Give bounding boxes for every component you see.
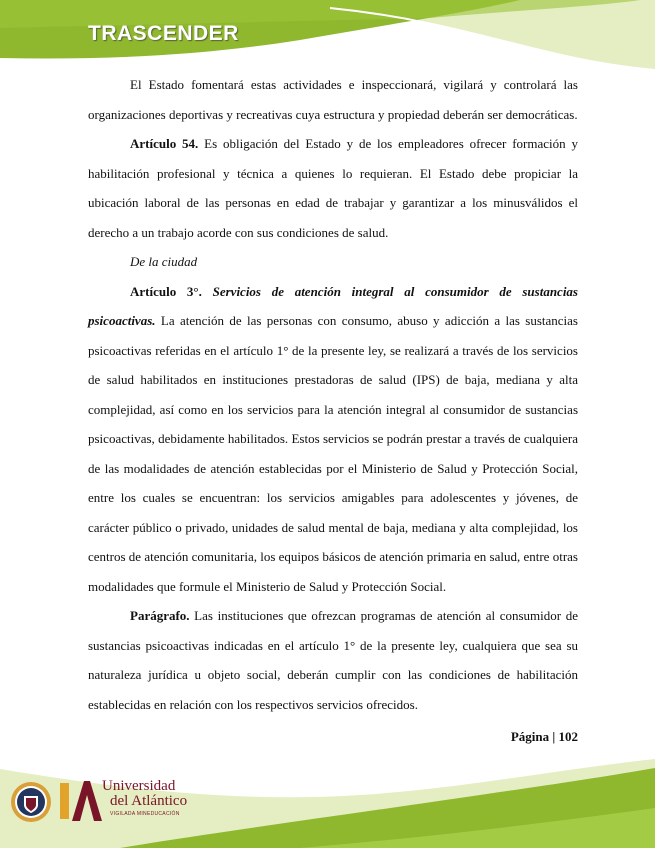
paragraph-text: La atención de las personas con consumo, abuso y adicción a las sustancias psicoactivas referidas en el artículo 1° de la presente ley, se realizará a través de los servicios de salud habilitados en instituciones prestadoras de salud (IPS) de baja, mediana y alta complejidad, así como en los servicios para la atención integral al consumidor de sustancias psicoactivas, debidamente habilitados. Estos servicios se podrán prestar a través de cualquiera de las modalidades de atención establecidas por el Ministerio de Salud y Protección Social, entre los cuales se encuentran: los servicios amigables para adolescentes y jóvenes, de carácter público o privado, unidades de salud mental de baja, mediana y alta complejidad, los centros de atención comunitaria, los equipos básicos de atención primaria en salud, entre otras modalidades que formule el Ministerio de Salud y Protección Social. (88, 313, 578, 594)
paragraph (88, 70, 578, 129)
university-name (102, 779, 187, 809)
paragraph-text: Es obligación del Estado y de los empleadores ofrecer formación y habilitación profesional y técnica a quienes lo requieran. El Estado debe propiciar la ubicación laboral de las personas en edad de trabajar y garantizar a los minusválidos el derecho a un trabajo acorde con sus condiciones de salud. (88, 136, 578, 240)
article-heading: Artículo 54. (130, 136, 199, 151)
paragraph (88, 277, 578, 602)
section-subheading (88, 247, 578, 277)
body-text (88, 70, 578, 719)
university-logo (10, 777, 210, 827)
paragraph (88, 601, 578, 719)
ua-monogram-icon (58, 777, 102, 825)
paragraph-text: El Estado fomentará estas actividades e inspeccionará, vigilará y controlará las organizaciones deportivas y recreativas cuya estructura y propiedad deberán ser democráticas. (88, 77, 578, 122)
header-title: TRASCENDER (88, 22, 239, 45)
section-subheading-text: De la ciudad (130, 254, 198, 269)
university-name-line2: del Atlántico (110, 793, 188, 809)
paragraph-text: Las instituciones que ofrezcan programas de atención al consumidor de sustancias psicoactivas indicadas en el artículo 1° de la presente ley, cualquiera que sea su naturaleza jurídica u objeto social, deberán cumplir con las condiciones de habilitación establecidas en relación con los respectivos servicios ofrecidos. (88, 608, 578, 712)
paragraph-heading: Parágrafo. (130, 608, 190, 623)
university-seal-icon (10, 781, 52, 823)
paragraph (88, 129, 578, 247)
article-heading: Artículo 3°. (130, 283, 202, 299)
university-name-line1: Universidad (102, 778, 176, 794)
article-title: Servicios de atención integral al consumidor de sustancias psicoactivas. (88, 283, 578, 328)
university-tagline: VIGILADA MINEDUCACIÓN (110, 811, 180, 817)
page-number: Página | 102 (510, 729, 578, 744)
